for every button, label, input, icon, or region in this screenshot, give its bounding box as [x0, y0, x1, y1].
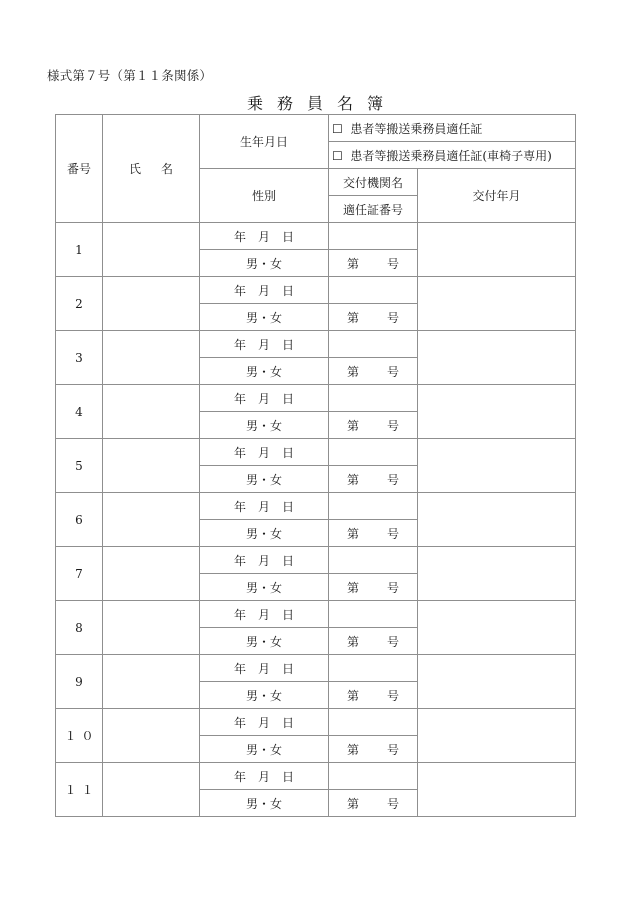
cert-number-cell[interactable]: [329, 574, 418, 601]
issue-date-cell[interactable]: [418, 385, 576, 439]
row-number: 5: [56, 439, 103, 493]
sex-cell[interactable]: 男・女: [200, 466, 329, 493]
sex-cell[interactable]: 男・女: [200, 412, 329, 439]
issue-date-cell[interactable]: [418, 547, 576, 601]
name-cell[interactable]: [103, 547, 200, 601]
name-cell[interactable]: [103, 709, 200, 763]
cert-go-label: 号: [387, 310, 400, 325]
name-cell[interactable]: [103, 493, 200, 547]
crew-roster-table: [55, 114, 576, 817]
cert-go-label: 号: [387, 418, 400, 433]
cert-go-label: 号: [387, 796, 400, 811]
issuing-agency-cell[interactable]: [329, 763, 418, 790]
form-number-label: 様式第７号（第１１条関係）: [47, 68, 213, 83]
row-number: 4: [56, 385, 103, 439]
checkbox-icon[interactable]: ☐: [332, 148, 343, 163]
cert-dai-label: 第: [346, 310, 359, 325]
cert-number-cell[interactable]: [329, 628, 418, 655]
issuing-agency-cell[interactable]: [329, 547, 418, 574]
row-number: 7: [56, 547, 103, 601]
issuing-agency-cell[interactable]: [329, 385, 418, 412]
table-row: [56, 763, 576, 790]
birthdate-cell[interactable]: 年月日: [200, 385, 329, 412]
cert-type-option-2: [329, 142, 576, 169]
name-cell[interactable]: [103, 385, 200, 439]
sex-cell[interactable]: 男・女: [200, 790, 329, 817]
issue-date-cell[interactable]: [418, 655, 576, 709]
name-cell[interactable]: [103, 331, 200, 385]
header-issue-date: 交付年月: [418, 169, 576, 223]
cert-number-cell[interactable]: [329, 466, 418, 493]
issuing-agency-cell[interactable]: [329, 439, 418, 466]
sex-cell[interactable]: 男・女: [200, 628, 329, 655]
cert-dai-label: 第: [346, 742, 359, 757]
birthdate-cell[interactable]: 年月日: [200, 709, 329, 736]
cert-dai-label: 第: [346, 580, 359, 595]
sex-cell[interactable]: 男・女: [200, 574, 329, 601]
birthdate-cell[interactable]: 年月日: [200, 277, 329, 304]
row-number: 9: [56, 655, 103, 709]
header-sex: 性別: [200, 169, 329, 223]
issue-date-cell[interactable]: [418, 601, 576, 655]
cert-go-label: 号: [387, 742, 400, 757]
cert-number-cell[interactable]: [329, 358, 418, 385]
cert-number-cell[interactable]: [329, 412, 418, 439]
cert-number-cell[interactable]: [329, 736, 418, 763]
row-number: 8: [56, 601, 103, 655]
name-cell[interactable]: [103, 601, 200, 655]
birthdate-cell[interactable]: 年月日: [200, 763, 329, 790]
table-row: [56, 277, 576, 304]
name-cell[interactable]: [103, 655, 200, 709]
sex-cell[interactable]: 男・女: [200, 520, 329, 547]
cert-dai-label: 第: [346, 256, 359, 271]
cert-number-cell[interactable]: [329, 250, 418, 277]
issuing-agency-cell[interactable]: [329, 493, 418, 520]
issuing-agency-cell[interactable]: [329, 601, 418, 628]
table-row: [56, 709, 576, 736]
document-title: 乗務員名簿: [246, 94, 397, 113]
cert-dai-label: 第: [346, 796, 359, 811]
header-issuing-agency: 交付機関名: [329, 169, 418, 196]
row-number: １１: [56, 763, 103, 817]
birthdate-cell[interactable]: 年月日: [200, 601, 329, 628]
table-row: [56, 547, 576, 574]
issue-date-cell[interactable]: [418, 331, 576, 385]
birthdate-cell[interactable]: 年月日: [200, 655, 329, 682]
birthdate-cell[interactable]: 年月日: [200, 493, 329, 520]
cert-dai-label: 第: [346, 526, 359, 541]
cert-type-label-2: 患者等搬送乗務員適任証(車椅子専用): [350, 148, 552, 163]
cert-go-label: 号: [387, 364, 400, 379]
row-number: １０: [56, 709, 103, 763]
sex-cell[interactable]: 男・女: [200, 682, 329, 709]
cert-go-label: 号: [387, 256, 400, 271]
cert-number-cell[interactable]: [329, 682, 418, 709]
row-number: 3: [56, 331, 103, 385]
cert-go-label: 号: [387, 688, 400, 703]
cert-number-cell[interactable]: [329, 520, 418, 547]
header-row: [56, 115, 576, 142]
name-cell[interactable]: [103, 223, 200, 277]
issuing-agency-cell[interactable]: [329, 655, 418, 682]
cert-go-label: 号: [387, 472, 400, 487]
name-cell[interactable]: [103, 763, 200, 817]
cert-type-label-1: 患者等搬送乗務員適任証: [350, 121, 483, 136]
name-cell[interactable]: [103, 277, 200, 331]
cert-go-label: 号: [387, 580, 400, 595]
table-row: [56, 655, 576, 682]
issue-date-cell[interactable]: [418, 493, 576, 547]
cert-dai-label: 第: [346, 688, 359, 703]
birthdate-cell[interactable]: 年月日: [200, 331, 329, 358]
issuing-agency-cell[interactable]: [329, 223, 418, 250]
header-birthdate: 生年月日: [200, 115, 329, 169]
row-number: 6: [56, 493, 103, 547]
table-row: [56, 223, 576, 250]
cert-dai-label: 第: [346, 472, 359, 487]
issue-date-cell[interactable]: [418, 223, 576, 277]
table-row: [56, 493, 576, 520]
header-name: 氏名: [103, 115, 200, 223]
birthdate-cell[interactable]: 年月日: [200, 547, 329, 574]
row-number: 2: [56, 277, 103, 331]
header-cert-number: 適任証番号: [329, 196, 418, 223]
birthdate-cell[interactable]: 年月日: [200, 439, 329, 466]
name-cell[interactable]: [103, 439, 200, 493]
cert-number-cell[interactable]: [329, 304, 418, 331]
table-row: [56, 439, 576, 466]
sex-cell[interactable]: 男・女: [200, 304, 329, 331]
table-row: [56, 331, 576, 358]
cert-number-cell[interactable]: [329, 790, 418, 817]
issuing-agency-cell[interactable]: [329, 709, 418, 736]
cert-dai-label: 第: [346, 364, 359, 379]
cert-go-label: 号: [387, 526, 400, 541]
cert-type-option-1: [329, 115, 576, 142]
cert-dai-label: 第: [346, 418, 359, 433]
birthdate-cell[interactable]: 年月日: [200, 223, 329, 250]
table-row: [56, 601, 576, 628]
row-number: 1: [56, 223, 103, 277]
sex-cell[interactable]: 男・女: [200, 250, 329, 277]
header-number: 番号: [56, 115, 103, 223]
cert-dai-label: 第: [346, 634, 359, 649]
issue-date-cell[interactable]: [418, 277, 576, 331]
cert-go-label: 号: [387, 634, 400, 649]
issuing-agency-cell[interactable]: [329, 277, 418, 304]
sex-cell[interactable]: 男・女: [200, 358, 329, 385]
issue-date-cell[interactable]: [418, 709, 576, 763]
issuing-agency-cell[interactable]: [329, 331, 418, 358]
issue-date-cell[interactable]: [418, 439, 576, 493]
issue-date-cell[interactable]: [418, 763, 576, 817]
checkbox-icon[interactable]: ☐: [332, 121, 343, 136]
table-row: [56, 385, 576, 412]
sex-cell[interactable]: 男・女: [200, 736, 329, 763]
